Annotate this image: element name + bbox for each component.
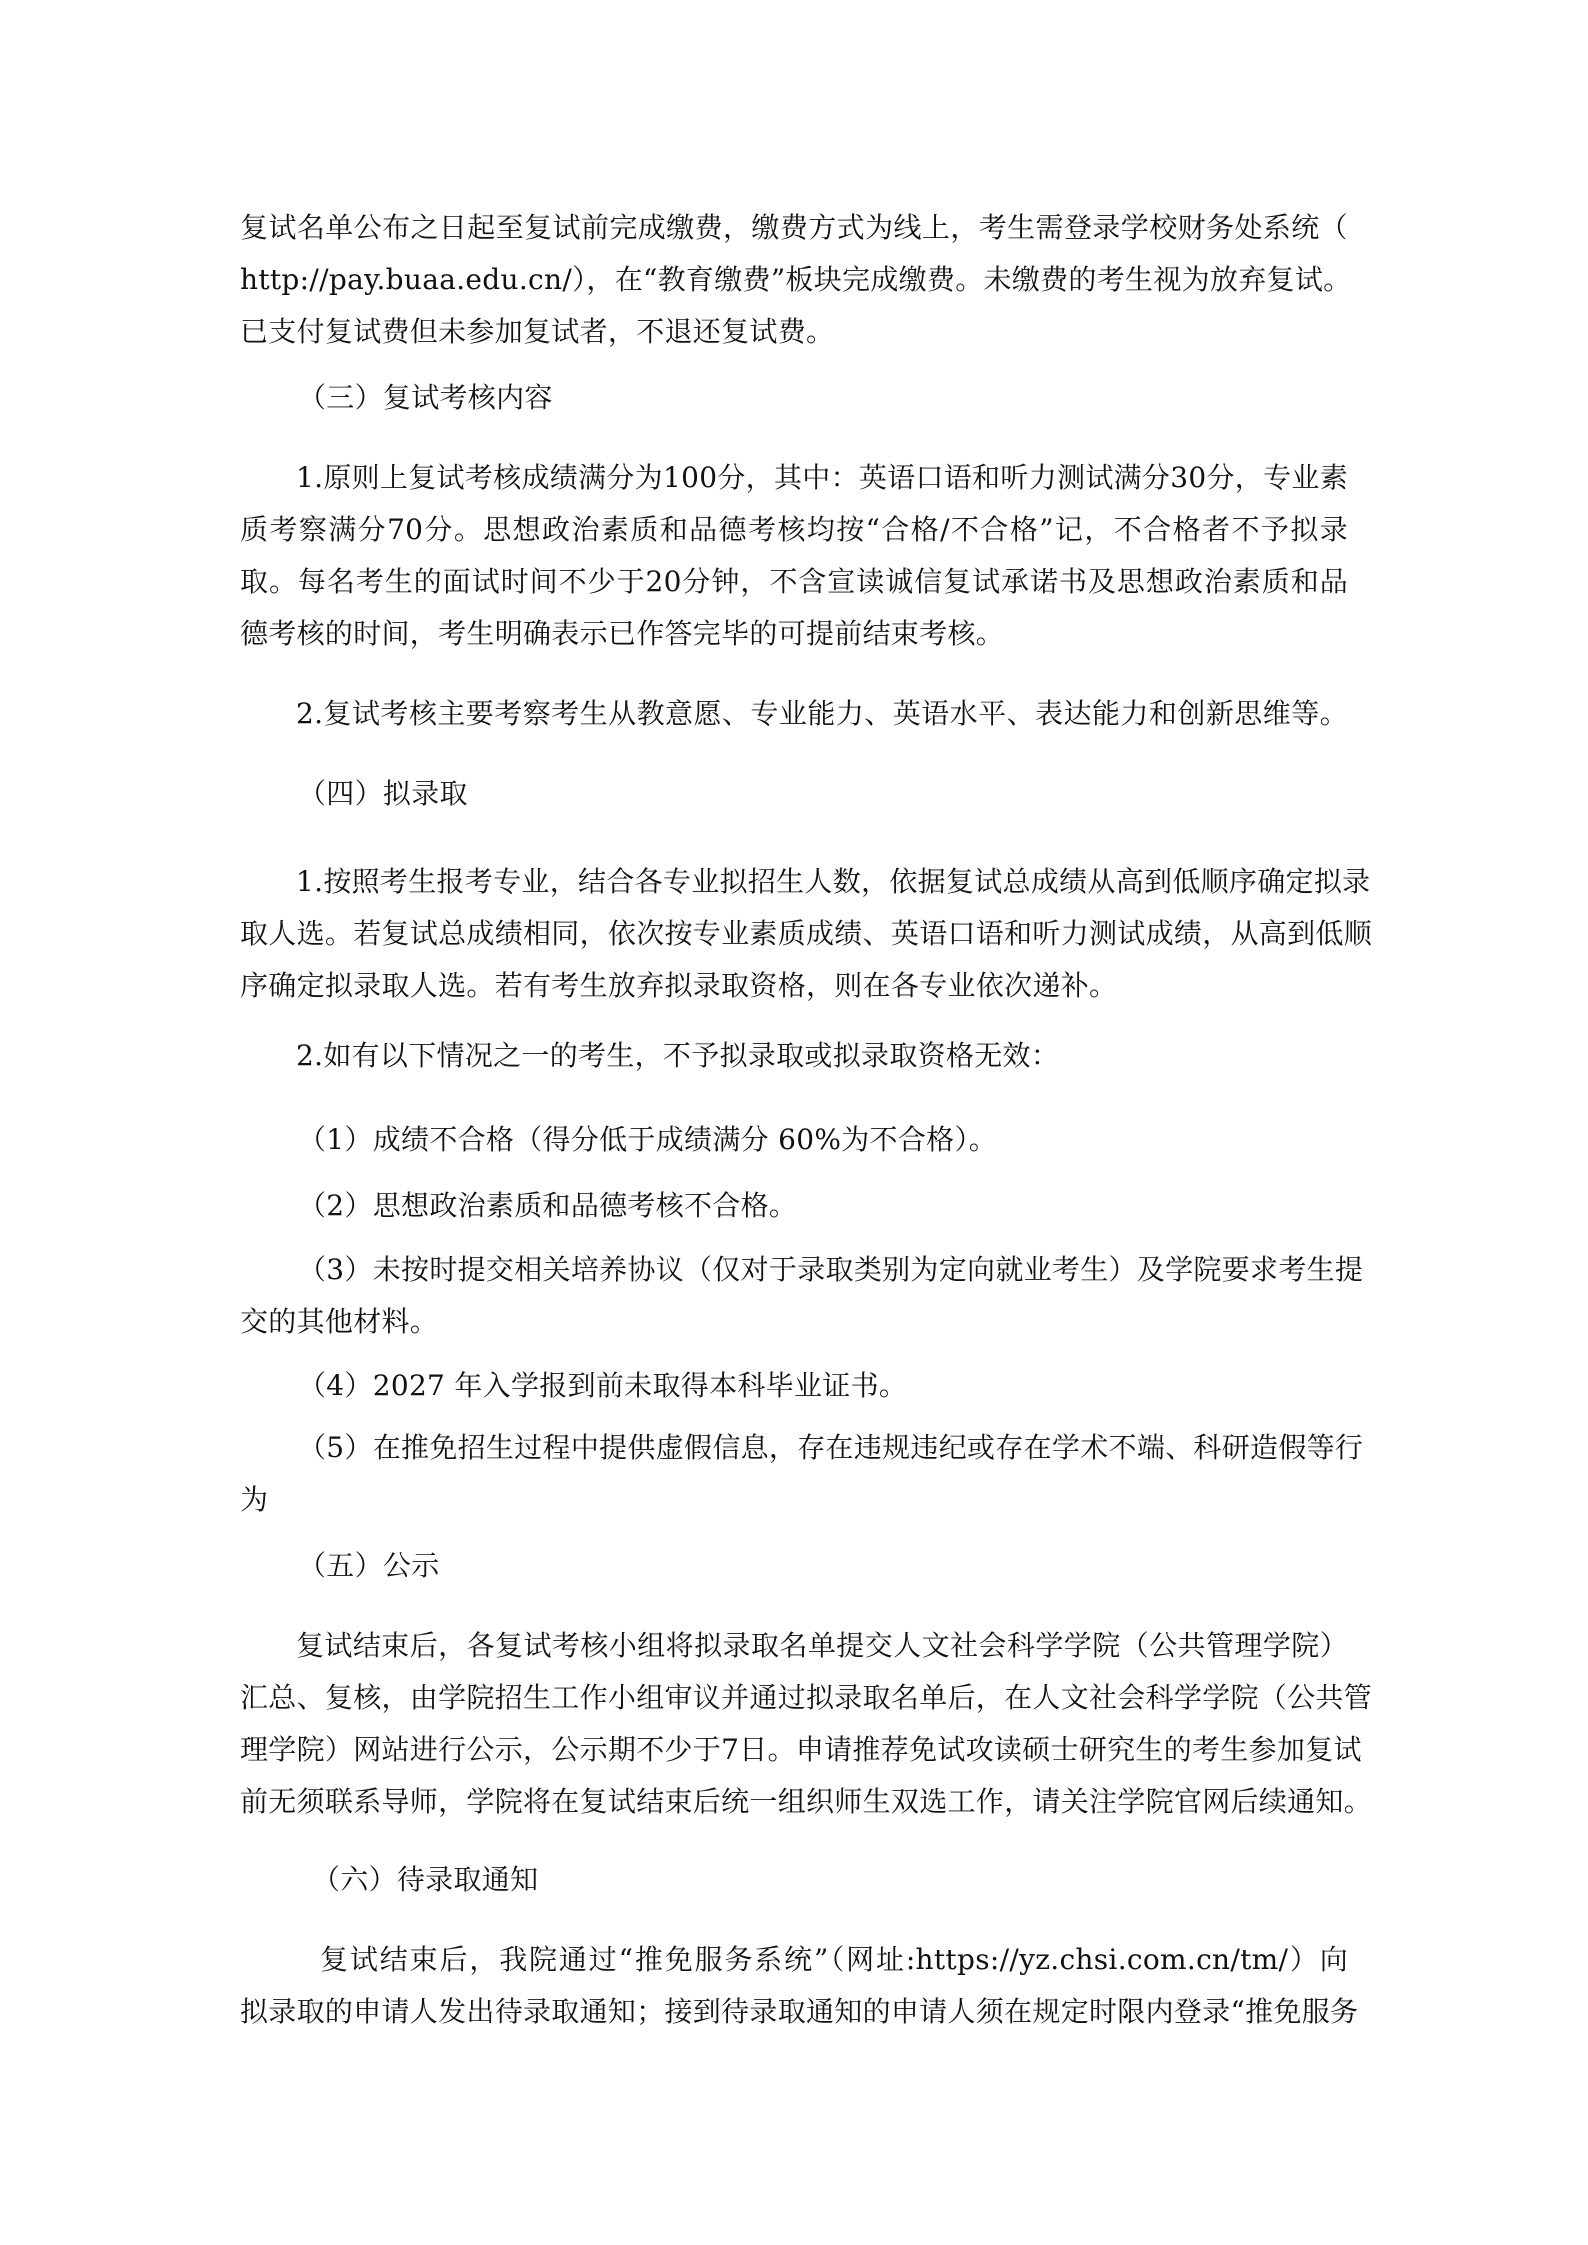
list-item-4: （4）2027 年入学报到前未取得本科毕业证书。 — [298, 1369, 908, 1402]
list-item-3-line-1: （3）未按时提交相关培养协议（仅对于录取类别为定向就业考生）及学院要求考生提 — [298, 1253, 1364, 1286]
list-item-5-line-2: 为 — [240, 1483, 269, 1516]
list-item-1: （1）成绩不合格（得分低于成绩满分 60%为不合格）。 — [298, 1123, 998, 1156]
section3-p1-line-4: 德考核的时间，考生明确表示已作答完毕的可提前结束考核。 — [240, 617, 1005, 650]
list-item-5-line-1: （5）在推免招生过程中提供虚假信息，存在违规违纪或存在学术不端、科研造假等行 — [298, 1431, 1364, 1464]
section4-p1-line-3: 序确定拟录取人选。若有考生放弃拟录取资格，则在各专业依次递补。 — [240, 969, 1118, 1002]
section3-p2-line-1: 2.复试考核主要考察考生从教意愿、专业能力、英语水平、表达能力和创新思维等。 — [296, 697, 1348, 730]
section6-p1-line-1: 复试结束后，我院通过“推免服务系统”（网址:https://yz.chsi.com.cn/tm/）向 — [320, 1943, 1348, 1976]
section3-p1-line-1: 1.原则上复试考核成绩满分为100分，其中：英语口语和听力测试满分30分，专业素 — [296, 461, 1348, 494]
section5-p1-line-4: 前无须联系导师，学院将在复试结束后统一组织师生双选工作，请关注学院官网后续通知。 — [240, 1785, 1373, 1818]
payment-paragraph-line-3: 已支付复试费但未参加复试者，不退还复试费。 — [240, 315, 835, 348]
section-heading-6: （六）待录取通知 — [312, 1863, 539, 1896]
section6-p1-line-2: 拟录取的申请人发出待录取通知；接到待录取通知的申请人须在规定时限内登录“推免服务 — [240, 1995, 1359, 2028]
payment-paragraph-line-2: http://pay.buaa.edu.cn/），在“教育缴费”板块完成缴费。未缴费的考生视为放弃复试。 — [240, 263, 1352, 296]
payment-paragraph-line-1: 复试名单公布之日起至复试前完成缴费，缴费方式为线上，考生需登录学校财务处系统（ — [240, 211, 1348, 244]
section4-p1-line-1: 1.按照考生报考专业，结合各专业拟招生人数，依据复试总成绩从高到低顺序确定拟录 — [296, 865, 1371, 898]
section3-p1-line-3: 取。每名考生的面试时间不少于20分钟，不含宣读诚信复试承诺书及思想政治素质和品 — [240, 565, 1348, 598]
list-item-2: （2）思想政治素质和品德考核不合格。 — [298, 1189, 798, 1222]
section-heading-4: （四）拟录取 — [298, 777, 468, 810]
section3-p1-line-2: 质考察满分70分。思想政治素质和品德考核均按“合格/不合格”记，不合格者不予拟录 — [240, 513, 1348, 546]
list-item-3-line-2: 交的其他材料。 — [240, 1305, 439, 1338]
section4-p2-line-1: 2.如有以下情况之一的考生，不予拟录取或拟录取资格无效： — [296, 1039, 1060, 1072]
section5-p1-line-3: 理学院）网站进行公示，公示期不少于7日。申请推荐免试攻读硕士研究生的考生参加复试 — [240, 1733, 1362, 1766]
section5-p1-line-2: 汇总、复核，由学院招生工作小组审议并通过拟录取名单后，在人文社会科学学院（公共管 — [240, 1681, 1373, 1714]
section4-p1-line-2: 取人选。若复试总成绩相同，依次按专业素质成绩、英语口语和听力测试成绩，从高到低顺 — [240, 917, 1373, 950]
section5-p1-line-1: 复试结束后，各复试考核小组将拟录取名单提交人文社会科学学院（公共管理学院） — [296, 1629, 1348, 1662]
section-heading-5: （五）公示 — [298, 1549, 440, 1582]
section-heading-3: （三）复试考核内容 — [298, 381, 553, 414]
